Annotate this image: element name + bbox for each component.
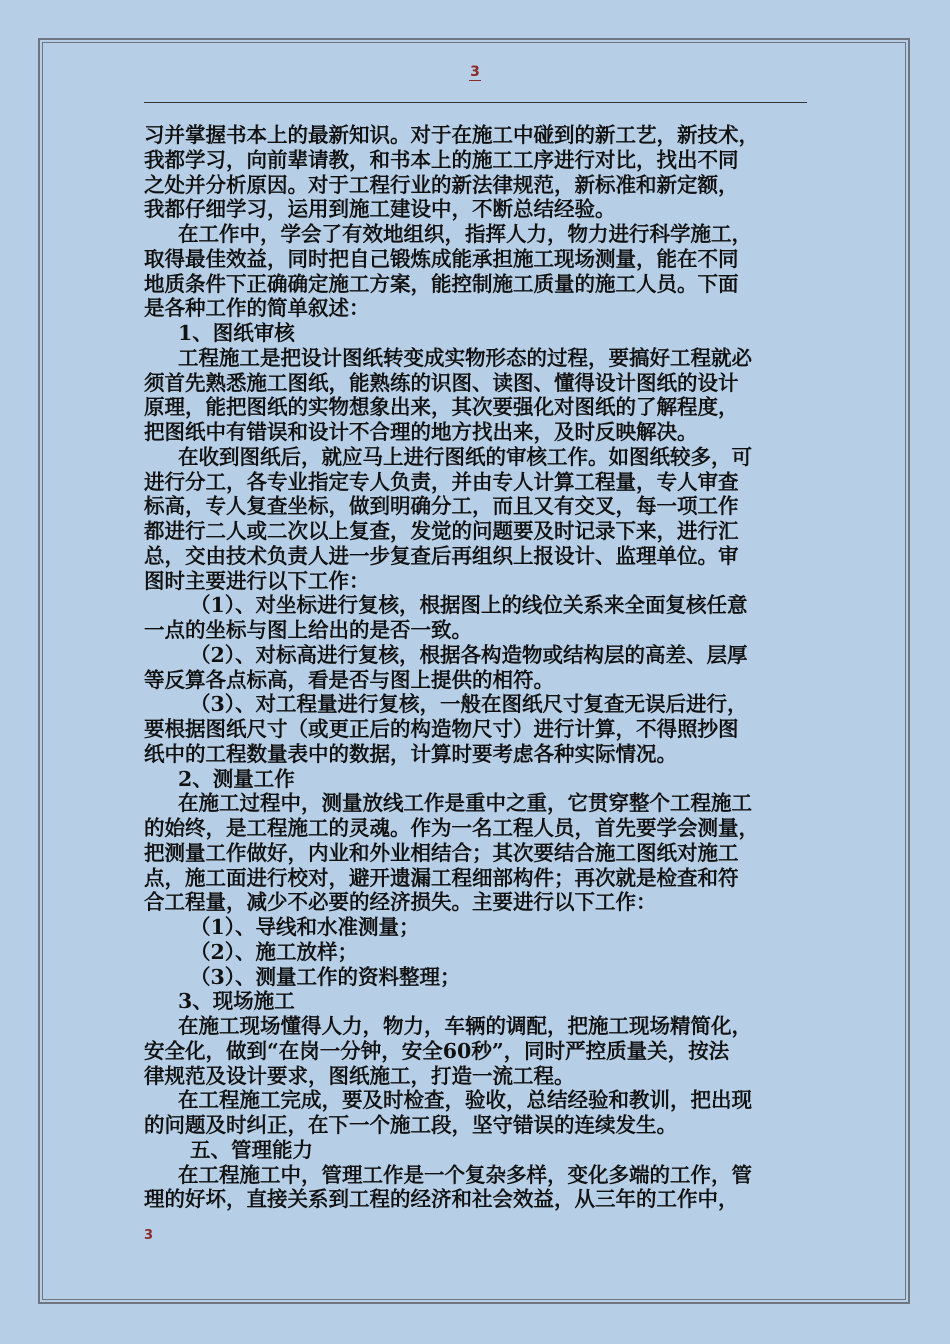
- text-line: 在施工现场懂得人力，物力，车辆的调配，把施工现场精简化，: [178, 1014, 752, 1038]
- text-line: （1）、导线和水准测量；: [190, 915, 420, 939]
- text-line: （1）、对坐标进行复核，根据图上的线位关系来全面复核任意: [190, 593, 748, 618]
- header-page-number: 3: [470, 64, 480, 80]
- text-line: 是各种工作的简单叙述：: [144, 296, 370, 321]
- text-line: 1、图纸审核: [178, 321, 295, 345]
- text-line: 律规范及设计要求，图纸施工，打造一流工程。: [144, 1063, 575, 1088]
- text-line: 图时主要进行以下工作：: [144, 568, 370, 593]
- text-line: 地质条件下正确确定施工方案，能控制施工质量的施工人员。下面: [144, 271, 739, 296]
- text-line: 要根据图纸尺寸（或更正后的构造物尺寸）进行计算，不得照抄图: [144, 717, 739, 741]
- text-line: 纸中的工程数量表中的数据，计算时要考虑各种实际情况。: [144, 741, 677, 766]
- text-line: 在施工过程中，测量放线工作是重中之重，它贯穿整个工程施工: [178, 791, 752, 816]
- text-line: 须首先熟悉施工图纸，能熟练的识图、读图、懂得设计图纸的设计: [144, 370, 739, 395]
- header-rule: [144, 102, 807, 103]
- text-line: 我都仔细学习，运用到施工建设中，不断总结经验。: [144, 197, 616, 222]
- text-line: 2、测量工作: [178, 766, 295, 791]
- document-body: [144, 123, 816, 1212]
- text-line: 在工程施工中，管理工作是一个复杂多样，变化多端的工作，管: [178, 1162, 752, 1187]
- text-line: 点，施工面进行校对，避开遗漏工程细部构件；再次就是检查和符: [144, 865, 739, 890]
- text-line: 取得最佳效益，同时把自己锻炼成能承担施工现场测量，能在不同: [144, 246, 739, 271]
- text-line: 之处并分析原因。对于工程行业的新法律规范，新标准和新定额，: [144, 172, 739, 197]
- text-line: （3）、测量工作的资料整理；: [190, 964, 461, 989]
- text-line: 标高，专人复查坐标，做到明确分工，而且又有交叉，每一项工作: [144, 494, 739, 519]
- text-line: 在工程施工完成，要及时检查，验收，总结经验和教训，把出现: [178, 1088, 752, 1113]
- text-line: 一点的坐标与图上给出的是否一致。: [144, 618, 472, 642]
- text-line: 都进行二人或二次以上复查，发觉的问题要及时记录下来，进行汇: [144, 519, 739, 543]
- text-line: 理的好坏，直接关系到工程的经济和社会效益，从三年的工作中，: [144, 1187, 739, 1212]
- text-line: 五、管理能力: [190, 1137, 313, 1162]
- text-line: 原理，能把图纸的实物想象出来，其次要强化对图纸的了解程度，: [144, 395, 739, 420]
- text-line: 把图纸中有错误和设计不合理的地方找出来，及时反映解决。: [144, 420, 698, 444]
- text-line: 在收到图纸后，就应马上进行图纸的审核工作。如图纸较多，可: [178, 444, 752, 469]
- text-line: 进行分工，各专业指定专人负责，并由专人计算工程量，专人审查: [144, 469, 739, 494]
- text-line: 安全化，做到“在岗一分钟，安全60秒”，同时严控质量关，按法: [144, 1038, 730, 1063]
- footer-page-number: 3: [144, 1228, 154, 1243]
- text-line: 合工程量，减少不必要的经济损失。主要进行以下工作：: [144, 890, 657, 915]
- text-line: 习并掌握书本上的最新知识。对于在施工中碰到的新工艺，新技术，: [144, 123, 759, 147]
- text-line: 的问题及时纠正，在下一个施工段，坚守错误的连续发生。: [144, 1113, 677, 1137]
- text-line: 把测量工作做好，内业和外业相结合；其次要结合施工图纸对施工: [144, 840, 739, 865]
- text-line: （3）、对工程量进行复核，一般在图纸尺寸复查无误后进行，: [190, 692, 748, 717]
- text-line: 我都学习，向前辈请教，和书本上的施工工序进行对比，找出不同: [144, 147, 739, 172]
- text-line: 工程施工是把设计图纸转变成实物形态的过程，要搞好工程就必: [178, 345, 752, 370]
- text-line: 3、现场施工: [178, 989, 295, 1014]
- text-line: （2）、施工放样；: [190, 939, 359, 964]
- text-line: 等反算各点标高，看是否与图上提供的相符。: [144, 667, 554, 692]
- text-line: （2）、对标高进行复核，根据各构造物或结构层的高差、层厚: [190, 642, 748, 667]
- text-line: 的始终，是工程施工的灵魂。作为一名工程人员，首先要学会测量，: [144, 816, 759, 840]
- text-line: 总，交由技术负责人进一步复查后再组织上报设计、监理单位。审: [144, 543, 739, 568]
- text-line: 在工作中，学会了有效地组织，指挥人力，物力进行科学施工，: [178, 222, 752, 246]
